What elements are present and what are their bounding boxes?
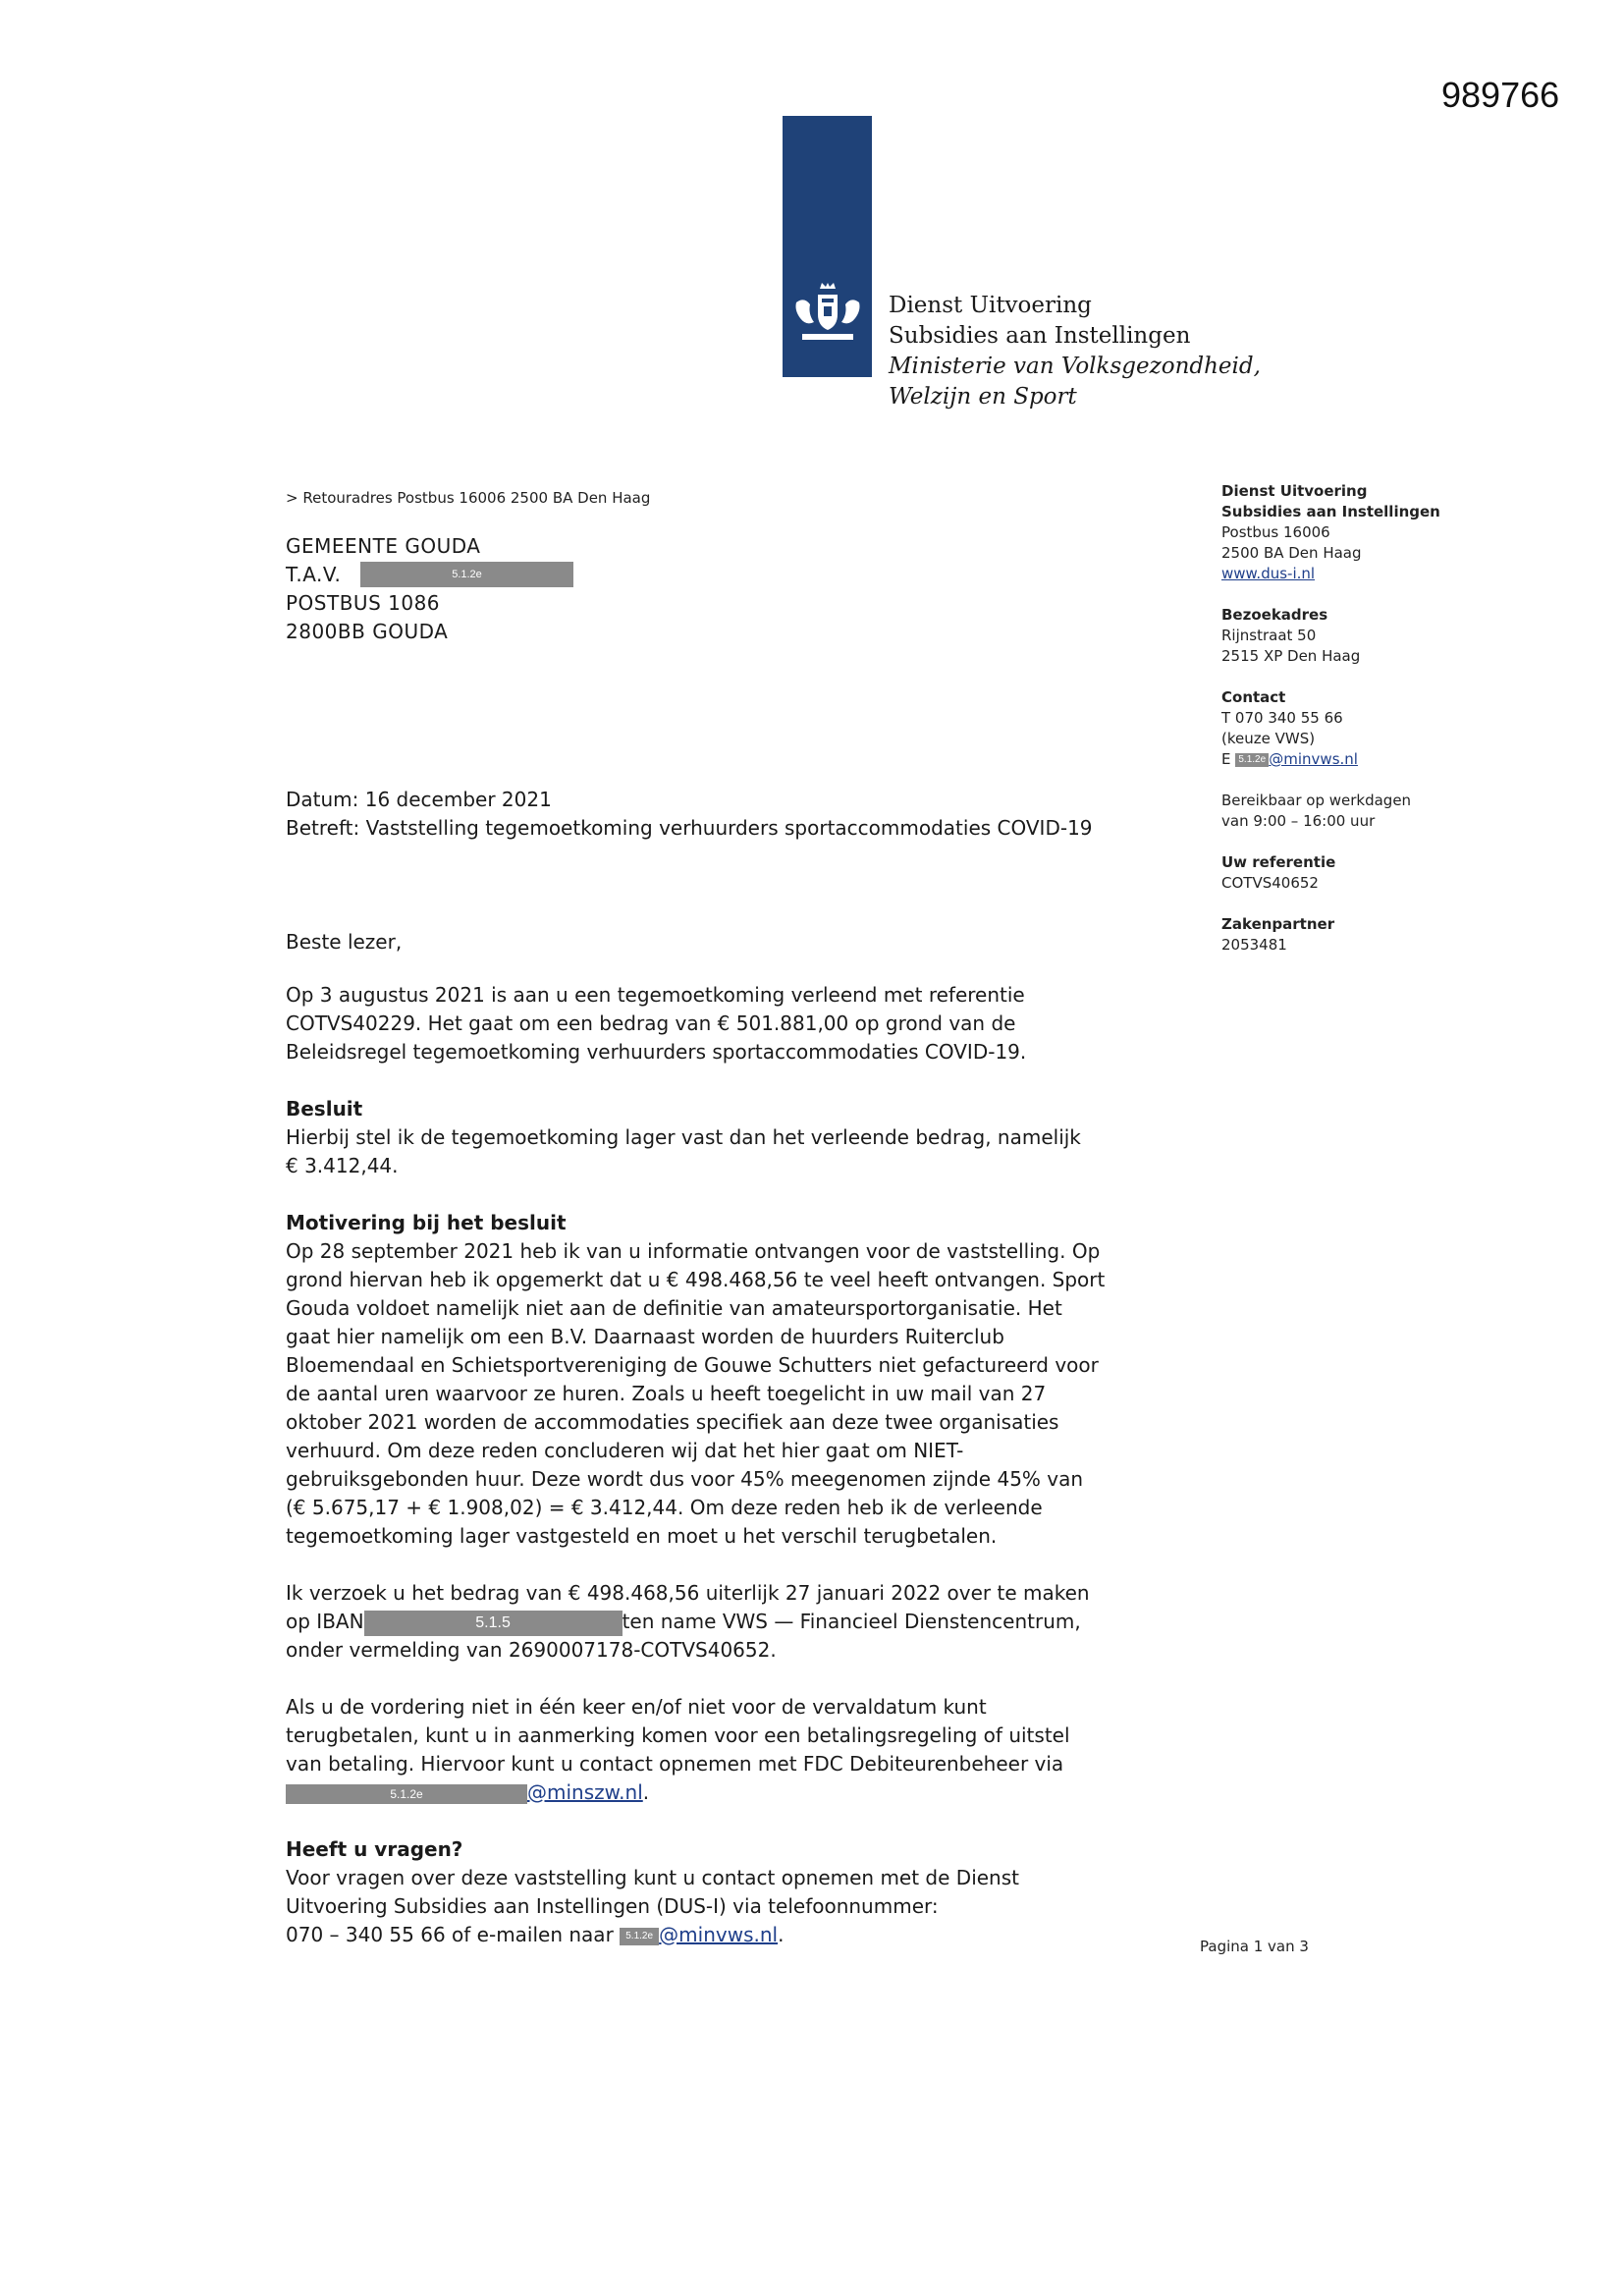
intro-line1: Op 3 augustus 2021 is aan u een tegemoetkoming verleend met referentie [286, 983, 1025, 1007]
questions-line1: Voor vragen over deze vaststelling kunt u contact opnemen met de Dienst [286, 1866, 1019, 1889]
contact-email [1221, 749, 1477, 770]
motivering-heading: Motivering bij het besluit [286, 1211, 567, 1234]
redaction-block: 5.1.2e [286, 1784, 527, 1804]
arrears-period: . [642, 1780, 650, 1804]
contact-heading: Contact [1221, 688, 1286, 706]
payment-iban-prefix: op IBAN [286, 1610, 364, 1633]
salutation: Beste lezer, [286, 930, 403, 954]
besluit-line2: € 3.412,44. [286, 1154, 399, 1177]
partner-value: 2053481 [1221, 936, 1287, 954]
arrears-line4 [286, 1778, 1189, 1807]
organisation-name [889, 291, 1261, 412]
letter-subject: Betreft: Vaststelling tegemoetkoming verhuurders sportaccommodaties COVID-19 [286, 816, 1093, 840]
recipient-tav: T.A.V. [286, 563, 342, 586]
intro-line3: Beleidsregel tegemoetkoming verhuurders sportaccommodaties COVID-19. [286, 1040, 1027, 1064]
redaction-block: 5.1.5 [364, 1611, 623, 1636]
page-number: Pagina 1 van 3 [1200, 1938, 1309, 1955]
motivering-line: Gouda voldoet namelijk niet aan de definitie van amateursportorganisatie. Het [286, 1296, 1062, 1320]
payment-iban-suffix: ten name VWS — Financieel Dienstencentrum, [622, 1610, 1081, 1633]
payment-line3: onder vermelding van 2690007178-COTVS40652. [286, 1638, 777, 1662]
org-name-line2: Subsidies aan Instellingen [889, 323, 1191, 349]
arrears-line2: terugbetalen, kunt u in aanmerking komen voor een betalingsregeling of uitstel [286, 1723, 1070, 1747]
visit-heading: Bezoekadres [1221, 606, 1328, 624]
motivering-line: gebruiksgebonden huur. Deze wordt dus voor 45% meegenomen zijnde 45% van [286, 1467, 1084, 1491]
email-prefix: E [1221, 750, 1231, 768]
sidebar-contact-info [1221, 481, 1477, 976]
org-name-line3: Ministerie van Volksgezondheid, [889, 354, 1261, 379]
motivering-line: de aantal uren waarvoor ze huren. Zoals u heeft toegelicht in uw mail van 27 [286, 1382, 1047, 1405]
document-number: 989766 [1441, 75, 1560, 115]
questions-line3 [286, 1921, 1189, 1949]
partner-heading: Zakenpartner [1221, 915, 1335, 933]
payment-line2 [286, 1608, 1189, 1636]
motivering-line: Op 28 september 2021 heb ik van u informatie ontvangen voor de vaststelling. Op [286, 1239, 1101, 1263]
letter-body [286, 786, 1189, 1949]
sidebar-postal: 2500 BA Den Haag [1221, 544, 1362, 562]
redaction-block: 5.1.2e [620, 1928, 659, 1945]
besluit-heading: Besluit [286, 1097, 363, 1121]
redaction-block: 5.1.2e [360, 562, 573, 587]
website-link[interactable]: www.dus-i.nl [1221, 565, 1316, 582]
questions-heading: Heeft u vragen? [286, 1837, 463, 1861]
visit-street: Rijnstraat 50 [1221, 627, 1317, 644]
return-address: > Retouradres Postbus 16006 2500 BA Den Haag [286, 489, 651, 507]
coat-of-arms-icon [790, 283, 865, 348]
reference-heading: Uw referentie [1221, 853, 1336, 871]
recipient-line1: GEMEENTE GOUDA [286, 534, 481, 558]
contact-phone: T 070 340 55 66 [1221, 709, 1343, 727]
recipient-line3: POSTBUS 1086 [286, 591, 441, 615]
arrears-line1: Als u de vordering niet in één keer en/of niet voor de vervaldatum kunt [286, 1695, 987, 1719]
email-link[interactable]: @minvws.nl [1269, 750, 1358, 768]
org-name-line4: Welzijn en Sport [889, 384, 1077, 410]
hours-line1: Bereikbaar op werkdagen [1221, 792, 1412, 809]
reference-value: COTVS40652 [1221, 874, 1319, 892]
visit-postal: 2515 XP Den Haag [1221, 647, 1361, 665]
sidebar-postbus: Postbus 16006 [1221, 523, 1330, 541]
besluit-line1: Hierbij stel ik de tegemoetkoming lager vast dan het verleende bedrag, namelijk [286, 1125, 1081, 1149]
fdc-email-link[interactable]: @minszw.nl [527, 1780, 643, 1804]
recipient-line4: 2800BB GOUDA [286, 620, 449, 643]
org-name-line1: Dienst Uitvoering [889, 293, 1092, 318]
motivering-line: Bloemendaal en Schietsportvereniging de Gouwe Schutters niet gefactureerd voor [286, 1353, 1099, 1377]
questions-prefix: 070 – 340 55 66 of e-mailen naar [286, 1923, 614, 1946]
contact-phone-note: (keuze VWS) [1221, 730, 1316, 747]
letter-date: Datum: 16 december 2021 [286, 788, 552, 811]
redaction-block: 5.1.2e [1235, 753, 1269, 767]
motivering-line: oktober 2021 worden de accommodaties specifiek aan deze twee organisaties [286, 1410, 1059, 1434]
hours-line2: van 9:00 – 16:00 uur [1221, 812, 1376, 830]
motivering-line: gaat hier namelijk om een B.V. Daarnaast worden de huurders Ruiterclub [286, 1325, 1004, 1348]
sidebar-org-line1: Dienst Uitvoering [1221, 482, 1368, 500]
motivering-line: tegemoetkoming lager vastgesteld en moet u het verschil terugbetalen. [286, 1524, 998, 1548]
motivering-line: verhuurd. Om deze reden concluderen wij dat het hier gaat om NIET- [286, 1439, 964, 1462]
logo-bar [783, 116, 872, 377]
motivering-line: (€ 5.675,17 + € 1.908,02) = € 3.412,44. Om deze reden heb ik de verleende [286, 1496, 1043, 1519]
sidebar-org-line2: Subsidies aan Instellingen [1221, 503, 1440, 520]
arrears-line3: van betaling. Hiervoor kunt u contact opnemen met FDC Debiteurenbeheer via [286, 1752, 1064, 1776]
recipient-line2 [286, 563, 341, 586]
dusi-email-link[interactable]: @minvws.nl [659, 1923, 779, 1946]
questions-line2: Uitvoering Subsidies aan Instellingen (DUS-I) via telefoonnummer: [286, 1894, 939, 1918]
motivering-line: grond hiervan heb ik opgemerkt dat u € 498.468,56 te veel heeft ontvangen. Sport [286, 1268, 1106, 1291]
payment-line1: Ik verzoek u het bedrag van € 498.468,56 uiterlijk 27 januari 2022 over te maken [286, 1581, 1090, 1605]
intro-line2: COTVS40229. Het gaat om een bedrag van € 501.881,00 op grond van de [286, 1011, 1016, 1035]
questions-period: . [778, 1923, 785, 1946]
